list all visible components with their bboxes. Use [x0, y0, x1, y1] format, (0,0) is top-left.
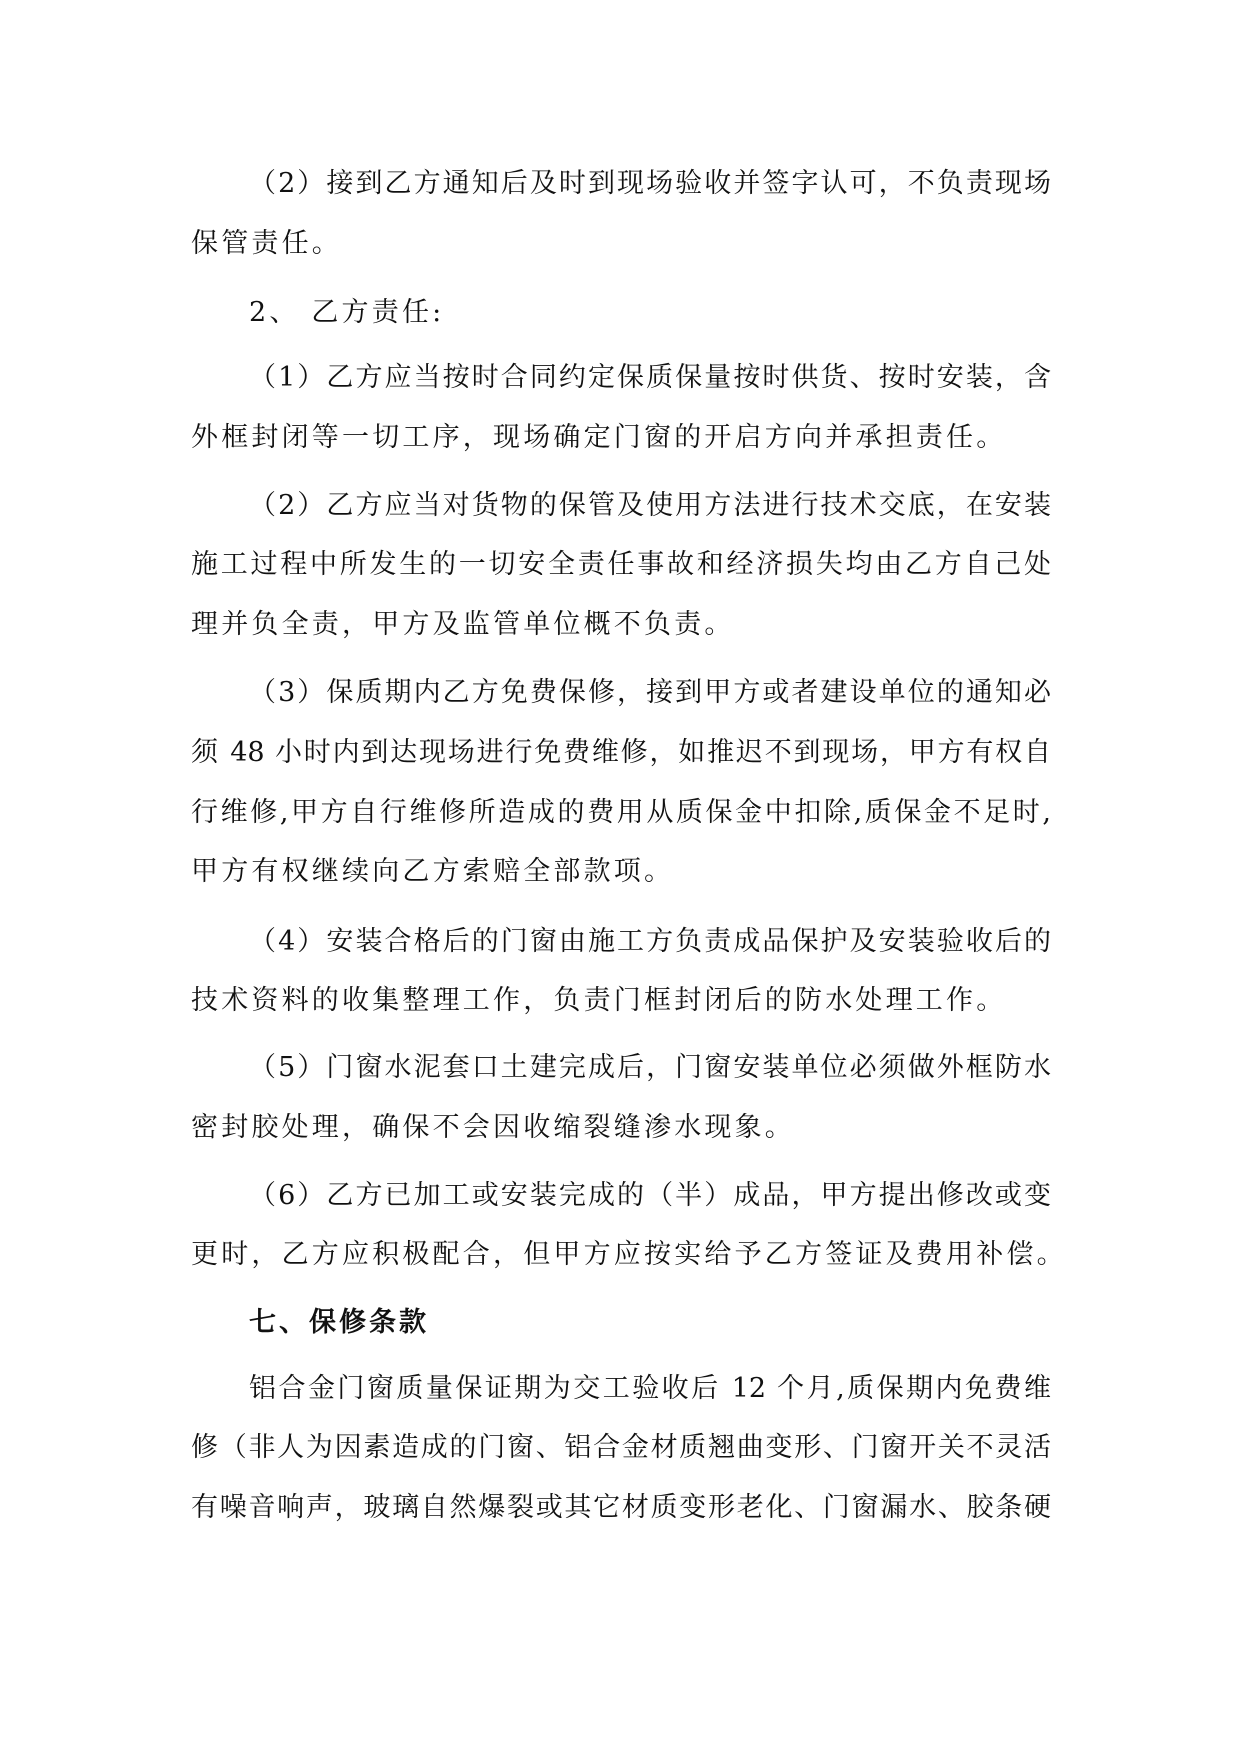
paragraph-line: 理并负全责，甲方及监管单位概不负责。: [191, 609, 735, 640]
section-heading: 七、保修条款: [249, 1307, 429, 1338]
paragraph-line: （2）接到乙方通知后及时到现场验收并签字认可，不负责现场: [249, 168, 1051, 199]
section-heading: 2、 乙方责任:: [249, 297, 445, 328]
paragraph-line: （4）安装合格后的门窗由施工方负责成品保护及安装验收后的: [249, 926, 1051, 957]
paragraph-line: 修（非人为因素造成的门窗、铝合金材质翘曲变形、门窗开关不灵活: [191, 1432, 1051, 1463]
paragraph-line: （3）保质期内乙方免费保修，接到甲方或者建设单位的通知必: [249, 677, 1051, 708]
paragraph-line: （5）门窗水泥套口土建完成后，门窗安装单位必须做外框防水: [249, 1052, 1051, 1083]
paragraph-line: 外框封闭等一切工序，现场确定门窗的开启方向并承担责任。: [191, 422, 1007, 453]
paragraph-line: 技术资料的收集整理工作，负责门框封闭后的防水处理工作。: [191, 985, 1007, 1016]
paragraph-line: 有噪音响声，玻璃自然爆裂或其它材质变形老化、门窗漏水、胶条硬: [191, 1492, 1051, 1523]
paragraph-line: 保管责任。: [191, 228, 342, 259]
paragraph-line: （6）乙方已加工或安装完成的（半）成品，甲方提出修改或变: [249, 1180, 1051, 1211]
paragraph-line: 施工过程中所发生的一切安全责任事故和经济损失均由乙方自己处: [191, 549, 1051, 580]
paragraph-line: （1）乙方应当按时合同约定保质保量按时供货、按时安装，含: [249, 362, 1051, 393]
paragraph-line: 密封胶处理，确保不会因收缩裂缝渗水现象。: [191, 1112, 795, 1143]
paragraph-line: 更时，乙方应积极配合，但甲方应按实给予乙方签证及费用补偿。: [191, 1239, 1067, 1270]
paragraph-line: 须 48 小时内到达现场进行免费维修，如推迟不到现场，甲方有权自: [191, 737, 1051, 768]
paragraph-line: 行维修,甲方自行维修所造成的费用从质保金中扣除,质保金不足时,: [191, 797, 1051, 828]
paragraph-line: 甲方有权继续向乙方索赔全部款项。: [191, 856, 675, 887]
paragraph-line: （2）乙方应当对货物的保管及使用方法进行技术交底，在安装: [249, 490, 1051, 521]
paragraph-line: 铝合金门窗质量保证期为交工验收后 12 个月,质保期内免费维: [249, 1373, 1051, 1404]
